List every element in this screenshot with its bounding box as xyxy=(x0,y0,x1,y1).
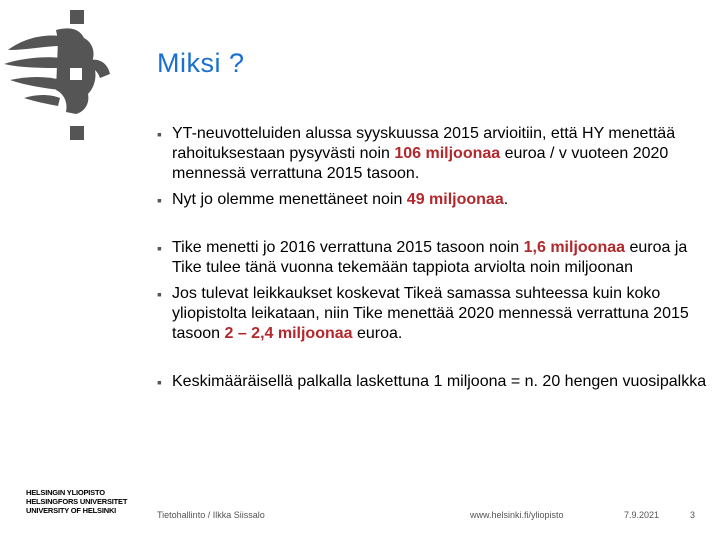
bullet-text: euroa ja Tike tulee tänä vuonna tekemään tappiota arviolta noin miljoonan xyxy=(172,239,688,276)
bullet-tike-future-loss xyxy=(157,284,715,344)
bullet-text: YT-neuvotteluiden alussa syyskuussa 2015 arvioitiin, että HY menettää rahoituksestaan pysyvästi noin xyxy=(172,125,676,162)
bullet-text: Keskimääräisellä palkalla laskettuna 1 miljoona = n. 20 hengen vuosipalkka xyxy=(172,373,707,390)
bullet-lost-so-far xyxy=(157,190,715,210)
footer-page-number: 3 xyxy=(690,510,696,520)
university-name-fi: HELSINGIN YLIOPISTO xyxy=(26,488,105,497)
bullet-highlight: 1,6 miljoonaa xyxy=(523,239,626,256)
bullet-text: euroa. xyxy=(352,325,403,342)
university-name-sv: HELSINGFORS UNIVERSITET xyxy=(26,497,128,506)
footer-date: 7.9.2021 xyxy=(624,510,660,520)
bullet-text: Jos tulevat leikkaukset koskevat Tikeä samassa suhteessa kuin koko yliopistolta leikataan, niin Tike menettää 2020 mennessä verrattuna 2015 tasoon xyxy=(172,285,689,342)
slide-title: Miksi ? xyxy=(157,48,245,78)
slide-content xyxy=(157,124,715,392)
footer-url[interactable]: www.helsinki.fi/yliopisto xyxy=(470,510,564,520)
bullet-highlight: 2 – 2,4 miljoonaa xyxy=(224,325,353,342)
bullet-highlight: 49 miljoonaa xyxy=(406,191,504,208)
bullet-text: Nyt jo olemme menettäneet noin xyxy=(172,191,407,208)
university-name xyxy=(26,488,127,515)
bullet-text: euroa / v vuoteen 2020 mennessä verrattuna 2015 tasoon. xyxy=(172,145,669,182)
university-logo-icon xyxy=(0,0,150,150)
footer-author: Tietohallinto / Ilkka Siissalo xyxy=(157,510,265,520)
bullet-hy-funding-loss xyxy=(157,124,715,184)
bullet-average-salary xyxy=(157,372,715,392)
bullet-highlight: 106 miljoonaa xyxy=(394,145,501,162)
bullet-tike-loss-2016 xyxy=(157,238,715,278)
university-name-en: UNIVERSITY OF HELSINKI xyxy=(26,506,117,515)
bullet-text: Tike menetti jo 2016 verrattuna 2015 tasoon noin xyxy=(172,239,524,256)
bullet-text: . xyxy=(503,191,509,208)
